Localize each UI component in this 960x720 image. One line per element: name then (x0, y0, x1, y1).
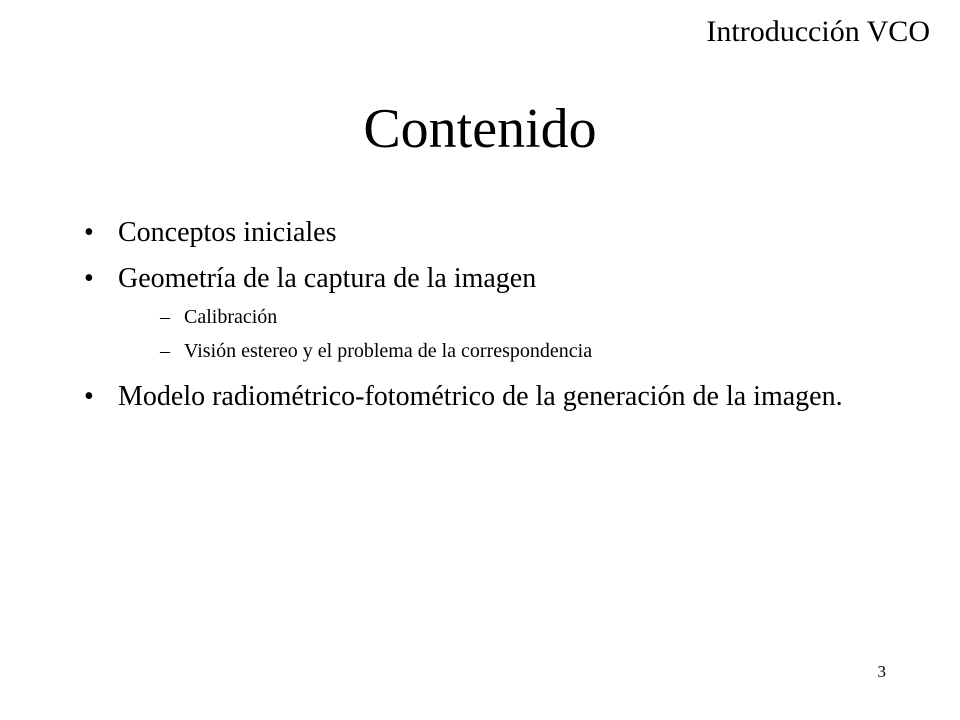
bullet-text: Modelo radiométrico-fotométrico de la generación de la imagen. (118, 381, 843, 412)
slide-title: Contenido (363, 98, 597, 160)
sub-bullet-item-vision-estereo (160, 338, 864, 364)
page-number: 3 (877, 662, 886, 681)
bullet-item-geometria (84, 262, 864, 364)
sub-bullet-marker: – (160, 340, 170, 362)
sub-bullet-item-calibracion (160, 304, 864, 330)
sub-bullet-text: Visión estereo y el problema de la correspondencia (184, 340, 593, 362)
header-label: Introducción VCO (706, 15, 930, 48)
bullet-marker: • (84, 381, 94, 412)
bullet-item-conceptos (84, 216, 864, 250)
sub-bullet-marker: – (160, 306, 170, 328)
bullet-marker: • (84, 263, 94, 294)
sub-bullet-text: Calibración (184, 306, 278, 328)
sub-bullet-list (118, 304, 864, 364)
bullet-text: Conceptos iniciales (118, 217, 337, 248)
bullet-list (84, 216, 864, 426)
bullet-text: Geometría de la captura de la imagen (118, 263, 537, 294)
bullet-marker: • (84, 217, 94, 248)
bullet-item-modelo (84, 380, 864, 414)
